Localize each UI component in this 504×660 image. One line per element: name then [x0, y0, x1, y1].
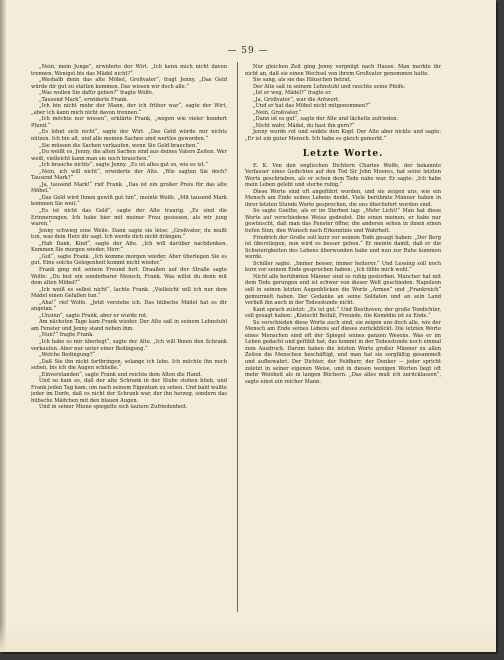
paragraph: „Nein, mein Junge“, erwiderte der Wirt. „Ich kenn mich nicht davon trennen. Wenigst bis das Mädel nicht?“ — [31, 64, 227, 77]
paragraph: „Ich bin nicht mehr der Mann, der ich früher war“, sagte der Wirt, „aber ich kann mich nicht davon trennen.“ — [31, 103, 227, 116]
paragraph: „Ich weiß es selbst nicht“, lachte Frank. „Vielleicht will ich nur dem Mädel einen Gefallen tun.“ — [31, 286, 227, 300]
article-body — [245, 163, 441, 386]
paragraph: „Gut“, sagte Frank. „Ich komme morgen wieder. Aber überlegen Sie es gut. Eine solche Gelegenheit kommt nicht wieder.“ — [31, 253, 227, 267]
page-number: — 59 — — [227, 46, 269, 56]
paragraph: „Ja, tausend Mark!“ rief Frank. „Das ist ein großer Preis für das alte Möbel.“ — [31, 181, 227, 195]
paragraph: „Daß Sie ihn nicht fortbringen, solange ich lebe. Ich möchte ihn noch sehen, bis ich die Augen schließe.“ — [31, 358, 227, 372]
paragraph: „Was wollen Sie dafür geben?“ fragte Wolfe. — [39, 90, 154, 97]
paragraph: Nur gleichen Zeit ging Jenny vergnügt nach Hause. Man merkte ihr nicht an, daß sie einen Wechsel von ihrem Großvater genommen hatte. — [245, 64, 441, 77]
page-number-value: 59 — [241, 46, 255, 56]
paragraph: „Einverstanden“, sagte Frank und reichte dem Alten die Hand. — [39, 371, 203, 378]
paragraph: „Nun?“ fragte Frank. — [39, 332, 94, 339]
paragraph: E. K. Von den englischen Dichtern Charles Wolfe, der bekannte Verfasser eines Gedichtes auf den Tod Sir John Moores, hat seine letzten Worte geschrieben, als er schon dem Tode nahe war. Er sagte: „Ich habe mein Leben gelebt und sterbe ruhig.“ — [245, 162, 441, 189]
paragraph: Jenny wurde rot und senkte den Kopf. Der Alte aber nickte und sagte: „Er ist ein guter Mensch. Ich habe es gleich gemerkt.“ — [245, 129, 441, 143]
paragraph: Sie sang, als sie das Häuschen betrat. — [253, 77, 352, 84]
paragraph: Schiller sagte: „Immer besser, immer heiterer.“ Und Lessing soll noch kurz vor seinem Ende gesprochen haben: „Ich fühle mich wohl.“ — [245, 260, 441, 274]
story-ending — [245, 64, 441, 143]
paragraph: „Unsinn“, sagte Frank, aber er wurde rot. — [39, 312, 148, 319]
paragraph: „Aha!“ rief Wolfe. „Jetzt verstehe ich. Das hübsche Mädel hat es dir angetan.“ — [31, 299, 227, 313]
paragraph: „Das Geld wird Ihnen gewiß gut tun“, meinte Wolfe. „Mit tausend Mark kommen Sie weit.“ — [31, 194, 227, 208]
paragraph: „Ja, Großvater“, war die Antwort. — [253, 96, 340, 103]
paragraph: Kant sprach zuletzt: „Es ist gut.“ Und Beethoven, der große Tondichter, soll gesagt haben: „Klatscht Beifall, Freunde, die Komödie ist zu Ende.“ — [245, 306, 441, 320]
paragraph: „Ich brauche nichts“, sagte Jenny. „Es ist alles gut so, wie es ist.“ — [39, 162, 208, 169]
page-spine-shadow — [0, 0, 6, 652]
section-heading: Letzte Worte. — [302, 148, 384, 159]
left-text-column — [31, 64, 227, 612]
paragraph: „Ich möchte nur wissen“, erklärte Frank, „wegen wie vieler hundert Pfund.“ — [31, 116, 227, 129]
paragraph: „Welche Bedingung?“ — [39, 352, 96, 359]
paragraph: „Ich habe es mir überlegt“, sagte der Alte. „Ich will Ihnen den Schrank verkaufen. Aber nur unter einer Bedingung.“ — [31, 338, 227, 352]
paragraph: Jenny schwieg eine Weile. Dann sagte sie leise: „Großvater, du mußt tun, was dein Herz dir sagt. Ich werde dich nicht drängen.“ — [31, 227, 227, 241]
paragraph: „Sie müssen die Sachen verkaufen, wenn Sie Geld brauchen.“ — [39, 142, 200, 149]
paragraph: „Weshalb denn das alte Möbel, Großvater“, fragt Jenny. „Das Geld würde dir gut zu statten kommen. Das wissen wir doch alle.“ — [31, 77, 227, 90]
paragraph: „Ist er weg, Mädel?“ fragte er. — [253, 90, 332, 97]
page-bottom-shade — [0, 624, 496, 652]
paragraph: „Tausend Mark“, erwiderte Frank. — [39, 96, 129, 103]
paragraph: „Es lohnt sich nicht“, sagte der Wirt. „Das Geld würde mir nichts nützen. Ich bin alt, und alle meinen Sachen sind wertlos geworden.“ — [31, 129, 227, 143]
paragraph: Nicht alle berühmten Männer sind so ruhig gestorben. Mancher hat mit dem Tode gerungen und ist schwer von dieser Welt geschieden. Napoleon soll in seinen letzten Augenblicken die Worte „Armee“ und „Frankreich“ gemurmelt haben. Der Gedanke an seine Soldaten und an sein Land verließ ihn auch in der Todesstunde nicht. — [245, 273, 441, 307]
paragraph: „Dann ist es gut“, sagte der Alte und lächelte zufrieden. — [253, 116, 399, 123]
paragraph: Diese Worte sind oft angeführt worden, und sie zeigen uns, wie ein Mensch am Ende seines Lebens denkt. Viele berühmte Männer haben in ihrer letzten Stunde Worte gesprochen, die uns überliefert worden sind. — [245, 188, 441, 208]
paragraph: „Du weißt es, Jenny, die alten Sachen sind aus deines Vaters Zeiten. Wer weiß, vielleicht kann man sie noch brauchen.“ — [31, 149, 227, 162]
column-divider — [237, 62, 238, 612]
paragraph: „Es ist nicht das Geld“, sagte der Alte traurig. „Es sind die Erinnerungen. Ich habe hier mit meiner Frau gesessen, als wir jung waren.“ — [31, 208, 227, 228]
paragraph: Und in seiner Miene spiegelte sich lautere Zufriedenheit. — [39, 404, 188, 411]
paragraph: Friedrich der Große soll kurz vor seinem Tode gesagt haben: „Der Berg ist überstiegen, nun wird es besser gehen.“ Er meinte damit, daß er die Schwierigkeiten des Lebens überwunden habe und nun zur Ruhe kommen werde. — [245, 234, 441, 261]
paragraph: „Und er hat das Möbel nicht mitgenommen?“ — [253, 103, 371, 110]
paragraph: „Nein, Großvater.“ — [253, 109, 302, 116]
paragraph: „Nicht wahr, Mädel, du hast ihn gern?“ — [253, 122, 355, 129]
paragraph: So verschieden diese Worte auch sind, sie zeigen uns doch alle, wie der Mensch am Ende seines Lebens auf dieses zurückblickt. Die letzten Worte eines Menschen sind oft der Spiegel seines ganzen Wesens. Was er im Leben gedacht und gefühlt hat, das kommt in der Todesstunde noch einmal zum Ausdruck. Darum haben die letzten Worte großer Männer zu allen Zeiten die Menschen beschäftigt, und man hat sie sorgfältig gesammelt und aufbewahrt. Der Dichter, der Feldherr, der Denker — jeder spricht zuletzt in seiner eigenen Weise, und in diesen wenigen Worten liegt oft mehr Weisheit als in langen Büchern. „Das alles muß ich zurücklassen“, sagte einst ein reicher Mann. — [245, 319, 441, 385]
paragraph: „Nein, ich will nicht“, erwiderte der Alte. „Wie sagten Sie doch? Tausend Mark?“ — [31, 168, 227, 182]
paragraph: So sagte Goethe, als er im Sterben lag: „Mehr Licht!“ Man hat diese Worte auf verschiedene Weise gedeutet. Die einen meinen, er habe nur gewünscht, daß man das Fenster öffne; die anderen sehen in ihnen einen tiefen Sinn, den Wunsch nach Erkenntnis und Wahrheit. — [245, 208, 441, 235]
paragraph: Am nächsten Tage kam Frank wieder. Der Alte saß in seinem Lehnstuhl am Fenster und Jenny stand neben ihm. — [31, 319, 227, 332]
paragraph: Und so kam es, daß der alte Schrank in der Stube stehen blieb, und Frank jeden Tag kam, um nach seinem Eigentum zu sehen. Und bald wußte jeder im Dorfe, daß es nicht der Schrank war, der ihn herzog, sondern das hübsche Mädchen mit den blauen Augen. — [31, 378, 227, 404]
paragraph: „Hab Dank, Kind“, sagte der Alte. „Ich will darüber nachdenken. Kommen Sie morgen wieder, Herr.“ — [31, 240, 227, 254]
paragraph: Der Alte saß in seinem Lehnstuhl und rauchte seine Pfeife. — [253, 83, 406, 90]
right-text-column — [245, 64, 441, 612]
paragraph: Frank ging mit seinem Freund fort. Draußen auf der Straße sagte Wolfe: „Du bist ein sonderbarer Mensch, Frank. Was willst du denn mit dem alten Möbel?“ — [31, 266, 227, 287]
